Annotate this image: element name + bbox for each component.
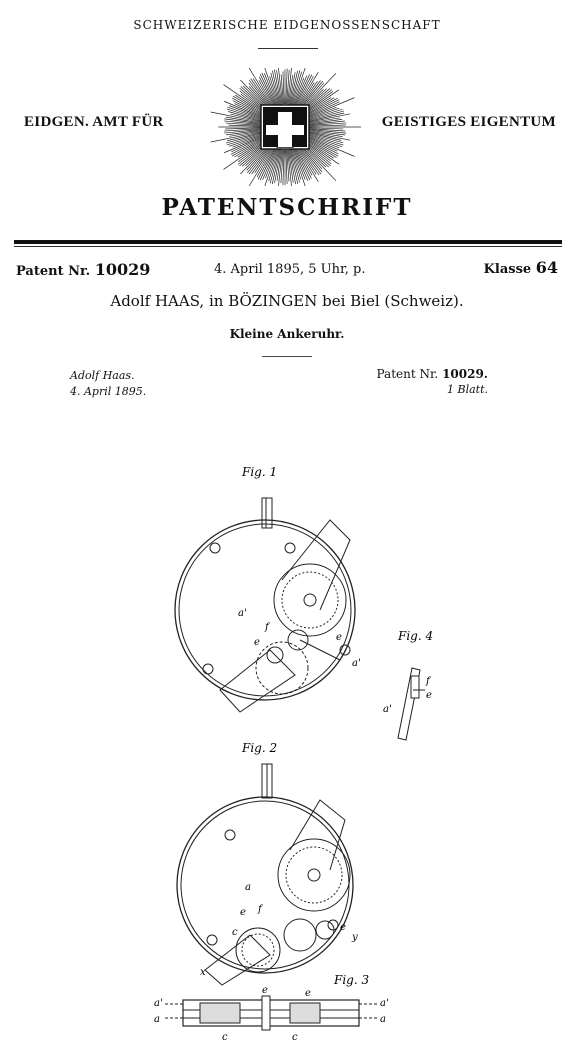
patent-label: Patent Nr. <box>16 264 91 279</box>
signature-date: 4. April 1895. <box>70 385 147 398</box>
patent-subject: Kleine Ankeruhr. <box>229 327 345 341</box>
label-x-fig2: x <box>200 967 206 978</box>
label-a-prime-fig3-r: a' <box>380 998 389 1009</box>
document-title: PATENTSCHRIFT <box>161 194 413 221</box>
label-a-prime: a' <box>238 608 247 619</box>
label-e-fig3: e <box>262 985 268 996</box>
label-e-fig4: e <box>426 690 432 701</box>
office-name-right: GEISTIGES EIGENTUM <box>381 114 556 130</box>
label-d-fig3: e <box>305 988 311 999</box>
office-name-left: EIDGEN. AMT FÜR <box>24 114 164 130</box>
label-c-fig3: c <box>222 1032 228 1043</box>
label-a-fig3: a <box>154 1014 160 1025</box>
label-a-prime-fig3: a' <box>154 998 163 1009</box>
swiss-cross-sunburst-icon <box>205 68 365 186</box>
label-a-fig2: a <box>245 882 251 893</box>
sunburst-ray <box>224 140 266 169</box>
label-a-prime-2: a' <box>352 658 361 669</box>
title-rule-thick <box>14 240 562 244</box>
klasse-line <box>484 258 558 277</box>
figure-1-watch-movement <box>175 498 355 712</box>
title-rule-thin <box>14 246 562 247</box>
figure-3-section <box>165 996 378 1030</box>
figure-4-detail <box>398 668 425 740</box>
sheet-patent-ref <box>377 366 488 382</box>
patent-number-line <box>16 260 150 279</box>
klasse-number: 64 <box>535 258 558 277</box>
label-f-fig2: f <box>258 904 262 915</box>
patent-number: 10029 <box>94 260 151 279</box>
label-e-fig2: e <box>240 907 246 918</box>
sheet-patent-number: 10029. <box>442 367 488 381</box>
sheet-count: 1 Blatt. <box>447 383 488 396</box>
figure-2-watch-movement <box>177 764 353 985</box>
label-y-fig2: y <box>352 932 358 943</box>
label-d-fig2: e <box>340 922 346 933</box>
patent-drawing <box>0 440 574 1048</box>
label-a-prime-fig4: a' <box>383 704 392 715</box>
filing-date: 4. April 1895, 5 Uhr, p. <box>214 262 366 277</box>
sheet-patent-label: Patent Nr. <box>376 367 439 381</box>
fig4-caption: Fig. 4 <box>398 629 434 643</box>
label-c-fig2: c <box>232 927 238 938</box>
subject-divider <box>262 356 312 357</box>
inventor-line: Adolf HAAS, in BÖZINGEN bei Biel (Schweiz). <box>110 292 464 310</box>
klasse-label: Klasse <box>483 262 532 277</box>
label-e: e <box>336 632 342 643</box>
label-d: e <box>254 637 260 648</box>
label-a-fig3-r: a <box>380 1014 386 1025</box>
label-f: f <box>265 622 269 633</box>
label-f-fig4: f <box>426 676 430 687</box>
confederation-heading: SCHWEIZERISCHE EIDGENOSSENSCHAFT <box>133 18 441 32</box>
signature-block <box>70 368 146 400</box>
sunburst-ray <box>224 85 266 114</box>
sheet-reference <box>377 366 488 398</box>
fig1-caption: Fig. 1 <box>242 465 278 479</box>
signature-name: Adolf Haas. <box>70 369 135 382</box>
header-divider <box>258 48 318 49</box>
fig2-caption: Fig. 2 <box>242 741 278 755</box>
sunburst-ray <box>296 75 312 107</box>
fig3-caption: Fig. 3 <box>334 973 370 987</box>
label-c-fig3-2: c <box>292 1032 298 1043</box>
